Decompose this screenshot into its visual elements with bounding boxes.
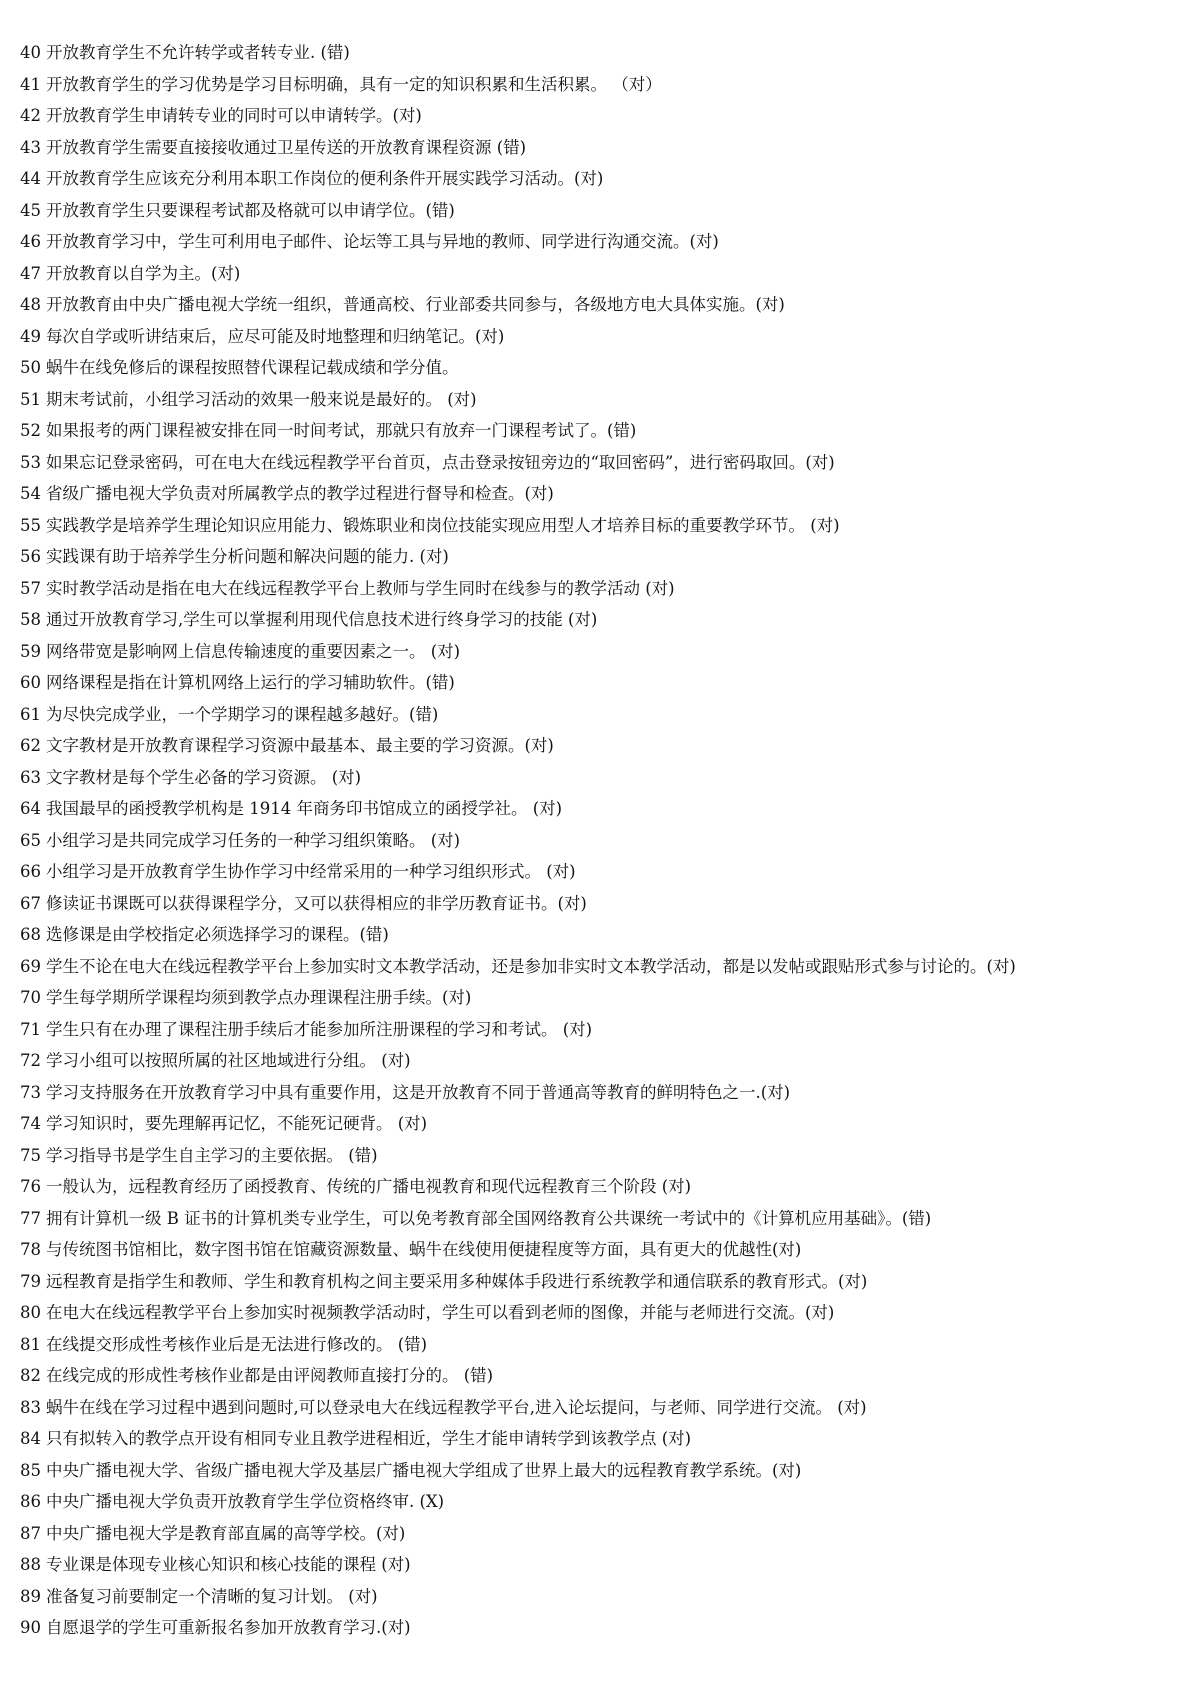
- question-item: [20, 888, 1171, 920]
- question-item: [20, 1518, 1171, 1550]
- question-number: 52: [20, 421, 41, 440]
- question-text: 在电大在线远程教学平台上参加实时视频教学活动时，学生可以看到老师的图像，并能与老师进行交流。(对): [46, 1303, 835, 1322]
- question-number: 71: [20, 1019, 41, 1039]
- question-item: [20, 321, 1171, 353]
- question-text: 网络课程是指在计算机网络上运行的学习辅助软件。(错): [46, 673, 455, 692]
- question-text: 中央广播电视大学负责开放教育学生学位资格终审. (X): [46, 1492, 445, 1511]
- question-item: [20, 1329, 1171, 1361]
- question-number: 57: [20, 578, 41, 598]
- question-item: [20, 1077, 1171, 1109]
- question-text: 学生只有在办理了课程注册手续后才能参加所注册课程的学习和考试。 (对): [46, 1019, 593, 1039]
- question-text: 开放教育学生只要课程考试都及格就可以申请学位。(错): [46, 200, 455, 220]
- question-number: 48: [20, 295, 41, 314]
- question-item: [20, 1360, 1171, 1392]
- question-item: [20, 132, 1171, 164]
- question-text: 开放教育学生的学习优势是学习目标明确，具有一定的知识积累和生活积累。 （对）: [46, 74, 662, 94]
- question-number: 50: [20, 358, 41, 377]
- question-number: 90: [20, 1618, 41, 1637]
- question-item: [20, 195, 1171, 227]
- true-false-question-list: [20, 37, 1171, 1644]
- question-text: 开放教育以自学为主。(对): [46, 263, 241, 283]
- question-item: [20, 384, 1171, 416]
- question-text: 远程教育是指学生和教师、学生和教育机构之间主要采用多种媒体手段进行系统教学和通信联系的教育形式。(对): [46, 1271, 868, 1291]
- question-text: 我国最早的函授教学机构是 1914 年商务印书馆成立的函授学社。 (对): [46, 799, 563, 818]
- question-text: 与传统图书馆相比，数字图书馆在馆藏资源数量、蜗牛在线使用便捷程度等方面，具有更大的优越性(对): [46, 1240, 802, 1259]
- question-item: [20, 825, 1171, 857]
- question-number: 88: [20, 1555, 41, 1574]
- question-text: 准备复习前要制定一个清晰的复习计划。 (对): [46, 1586, 378, 1606]
- question-item: [20, 856, 1171, 888]
- question-text: 小组学习是共同完成学习任务的一种学习组织策略。 (对): [46, 830, 461, 850]
- question-number: 89: [20, 1586, 41, 1606]
- question-text: 开放教育学生不允许转学或者转专业. (错): [46, 43, 350, 62]
- question-text: 在线提交形成性考核作业后是无法进行修改的。 (错): [46, 1334, 428, 1354]
- question-number: 80: [20, 1303, 41, 1322]
- question-item: [20, 1108, 1171, 1140]
- question-number: 66: [20, 862, 41, 881]
- question-item: [20, 1045, 1171, 1077]
- question-text: 一般认为，远程教育经历了函授教育、传统的广播电视教育和现代远程教育三个阶段 (对): [46, 1177, 692, 1196]
- question-number: 75: [20, 1145, 41, 1165]
- question-text: 期末考试前，小组学习活动的效果一般来说是最好的。 (对): [46, 389, 477, 409]
- question-text: 拥有计算机一级 B 证书的计算机类专业学生，可以免考教育部全国网络教育公共课统一考试中的《计算机应用基础》。(错): [46, 1208, 932, 1228]
- question-item: [20, 163, 1171, 195]
- question-text: 只有拟转入的教学点开设有相同专业且教学进程相近，学生才能申请转学到该教学点 (对): [46, 1429, 692, 1448]
- question-number: 79: [20, 1271, 41, 1291]
- question-text: 开放教育学习中，学生可利用电子邮件、论坛等工具与异地的教师、同学进行沟通交流。(对): [46, 232, 719, 251]
- question-item: [20, 226, 1171, 258]
- question-item: [20, 415, 1171, 447]
- question-item: [20, 510, 1171, 542]
- question-number: 72: [20, 1051, 41, 1070]
- question-text: 如果报考的两门课程被安排在同一时间考试，那就只有放弃一门课程考试了。(错): [46, 421, 637, 440]
- question-text: 中央广播电视大学、省级广播电视大学及基层广播电视大学组成了世界上最大的远程教育教学系统。(对): [46, 1460, 802, 1480]
- question-number: 59: [20, 641, 41, 661]
- question-number: 58: [20, 610, 41, 629]
- question-item: [20, 1203, 1171, 1235]
- question-text: 省级广播电视大学负责对所属教学点的教学过程进行督导和检查。(对): [46, 484, 554, 503]
- question-number: 83: [20, 1397, 41, 1417]
- question-number: 65: [20, 830, 41, 850]
- question-number: 78: [20, 1240, 41, 1259]
- question-text: 学习支持服务在开放教育学习中具有重要作用，这是开放教育不同于普通高等教育的鲜明特色之一.(对): [46, 1082, 791, 1102]
- question-item: [20, 1171, 1171, 1203]
- question-item: [20, 1486, 1171, 1518]
- question-text: 文字教材是每个学生必备的学习资源。 (对): [46, 767, 362, 787]
- question-number: 40: [20, 43, 41, 62]
- question-number: 61: [20, 704, 41, 724]
- question-number: 42: [20, 106, 41, 125]
- question-item: [20, 1140, 1171, 1172]
- question-number: 45: [20, 200, 41, 220]
- question-item: [20, 258, 1171, 290]
- question-number: 74: [20, 1114, 41, 1133]
- question-text: 通过开放教育学习,学生可以掌握利用现代信息技术进行终身学习的技能 (对): [46, 610, 598, 629]
- question-text: 小组学习是开放教育学生协作学习中经常采用的一种学习组织形式。 (对): [46, 862, 576, 881]
- question-item: [20, 667, 1171, 699]
- question-number: 69: [20, 956, 41, 976]
- question-item: [20, 541, 1171, 573]
- question-item: [20, 447, 1171, 479]
- question-text: 实践课有助于培养学生分析问题和解决问题的能力. (对): [46, 547, 449, 566]
- question-item: [20, 352, 1171, 384]
- question-item: [20, 1423, 1171, 1455]
- question-item: [20, 1455, 1171, 1487]
- question-text: 专业课是体现专业核心知识和核心技能的课程 (对): [46, 1555, 411, 1574]
- question-number: 46: [20, 232, 41, 251]
- question-item: [20, 1612, 1171, 1644]
- question-number: 81: [20, 1334, 41, 1354]
- question-number: 82: [20, 1366, 41, 1385]
- question-text: 文字教材是开放教育课程学习资源中最基本、最主要的学习资源。(对): [46, 736, 554, 755]
- question-item: [20, 478, 1171, 510]
- question-item: [20, 1014, 1171, 1046]
- question-text: 开放教育学生申请转专业的同时可以申请转学。(对): [46, 106, 422, 125]
- question-number: 47: [20, 263, 41, 283]
- question-item: [20, 289, 1171, 321]
- question-item: [20, 919, 1171, 951]
- question-text: 网络带宽是影响网上信息传输速度的重要因素之一。 (对): [46, 641, 461, 661]
- question-text: 实时教学活动是指在电大在线远程教学平台上教师与学生同时在线参与的教学活动 (对): [46, 578, 675, 598]
- question-item: [20, 573, 1171, 605]
- question-text: 学生每学期所学课程均须到教学点办理课程注册手续。(对): [46, 988, 472, 1007]
- question-item: [20, 730, 1171, 762]
- question-item: [20, 604, 1171, 636]
- question-number: 64: [20, 799, 41, 818]
- question-number: 53: [20, 452, 41, 472]
- question-text: 开放教育学生应该充分利用本职工作岗位的便利条件开展实践学习活动。(对): [46, 169, 604, 188]
- question-item: [20, 793, 1171, 825]
- question-text: 学生不论在电大在线远程教学平台上参加实时文本教学活动，还是参加非实时文本教学活动，都是以发帖或跟贴形式参与讨论的。(对): [46, 956, 1016, 976]
- question-number: 73: [20, 1082, 41, 1102]
- question-item: [20, 762, 1171, 794]
- question-number: 70: [20, 988, 41, 1007]
- question-number: 41: [20, 74, 41, 94]
- question-number: 54: [20, 484, 41, 503]
- question-text: 选修课是由学校指定必须选择学习的课程。(错): [46, 925, 389, 944]
- question-number: 85: [20, 1460, 41, 1480]
- question-text: 在线完成的形成性考核作业都是由评阅教师直接打分的。 (错): [46, 1366, 494, 1385]
- question-text: 为尽快完成学业，一个学期学习的课程越多越好。(错): [46, 704, 439, 724]
- question-number: 55: [20, 515, 41, 535]
- question-number: 56: [20, 547, 41, 566]
- question-number: 77: [20, 1208, 41, 1228]
- question-text: 实践教学是培养学生理论知识应用能力、锻炼职业和岗位技能实现应用型人才培养目标的重要教学环节。 (对): [46, 515, 840, 535]
- question-text: 学习知识时，要先理解再记忆，不能死记硬背。 (对): [46, 1114, 428, 1133]
- question-number: 51: [20, 389, 41, 409]
- question-text: 中央广播电视大学是教育部直属的高等学校。(对): [46, 1523, 406, 1543]
- question-item: [20, 1266, 1171, 1298]
- question-text: 学习指导书是学生自主学习的主要依据。 (错): [46, 1145, 378, 1165]
- question-number: 60: [20, 673, 41, 692]
- question-item: [20, 1581, 1171, 1613]
- question-number: 87: [20, 1523, 41, 1543]
- question-item: [20, 37, 1171, 69]
- question-number: 62: [20, 736, 41, 755]
- question-item: [20, 982, 1171, 1014]
- question-text: 修读证书课既可以获得课程学分，又可以获得相应的非学历教育证书。(对): [46, 893, 587, 913]
- question-number: 86: [20, 1492, 41, 1511]
- question-text: 自愿退学的学生可重新报名参加开放教育学习.(对): [46, 1618, 411, 1637]
- question-text: 学习小组可以按照所属的社区地域进行分组。 (对): [46, 1051, 411, 1070]
- question-number: 84: [20, 1429, 41, 1448]
- question-item: [20, 636, 1171, 668]
- question-number: 43: [20, 137, 41, 157]
- question-item: [20, 100, 1171, 132]
- question-text: 蜗牛在线在学习过程中遇到问题时,可以登录电大在线远程教学平台,进入论坛提问，与老师、同学进行交流。 (对): [46, 1397, 867, 1417]
- question-item: [20, 69, 1171, 101]
- question-number: 68: [20, 925, 41, 944]
- question-item: [20, 1549, 1171, 1581]
- question-number: 44: [20, 169, 41, 188]
- question-text: 每次自学或听讲结束后，应尽可能及时地整理和归纳笔记。(对): [46, 326, 505, 346]
- question-item: [20, 699, 1171, 731]
- question-item: [20, 1297, 1171, 1329]
- question-text: 开放教育学生需要直接接收通过卫星传送的开放教育课程资源 (错): [46, 137, 527, 157]
- question-text: 蜗牛在线免修后的课程按照替代课程记载成绩和学分值。: [46, 358, 459, 377]
- question-item: [20, 1392, 1171, 1424]
- question-item: [20, 1234, 1171, 1266]
- question-number: 67: [20, 893, 41, 913]
- question-text: 如果忘记登录密码，可在电大在线远程教学平台首页，点击登录按钮旁边的“取回密码”，进行密码取回。(对): [46, 452, 835, 472]
- question-text: 开放教育由中央广播电视大学统一组织，普通高校、行业部委共同参与，各级地方电大具体实施。(对): [46, 295, 785, 314]
- question-number: 49: [20, 326, 41, 346]
- question-number: 76: [20, 1177, 41, 1196]
- question-item: [20, 951, 1171, 983]
- question-number: 63: [20, 767, 41, 787]
